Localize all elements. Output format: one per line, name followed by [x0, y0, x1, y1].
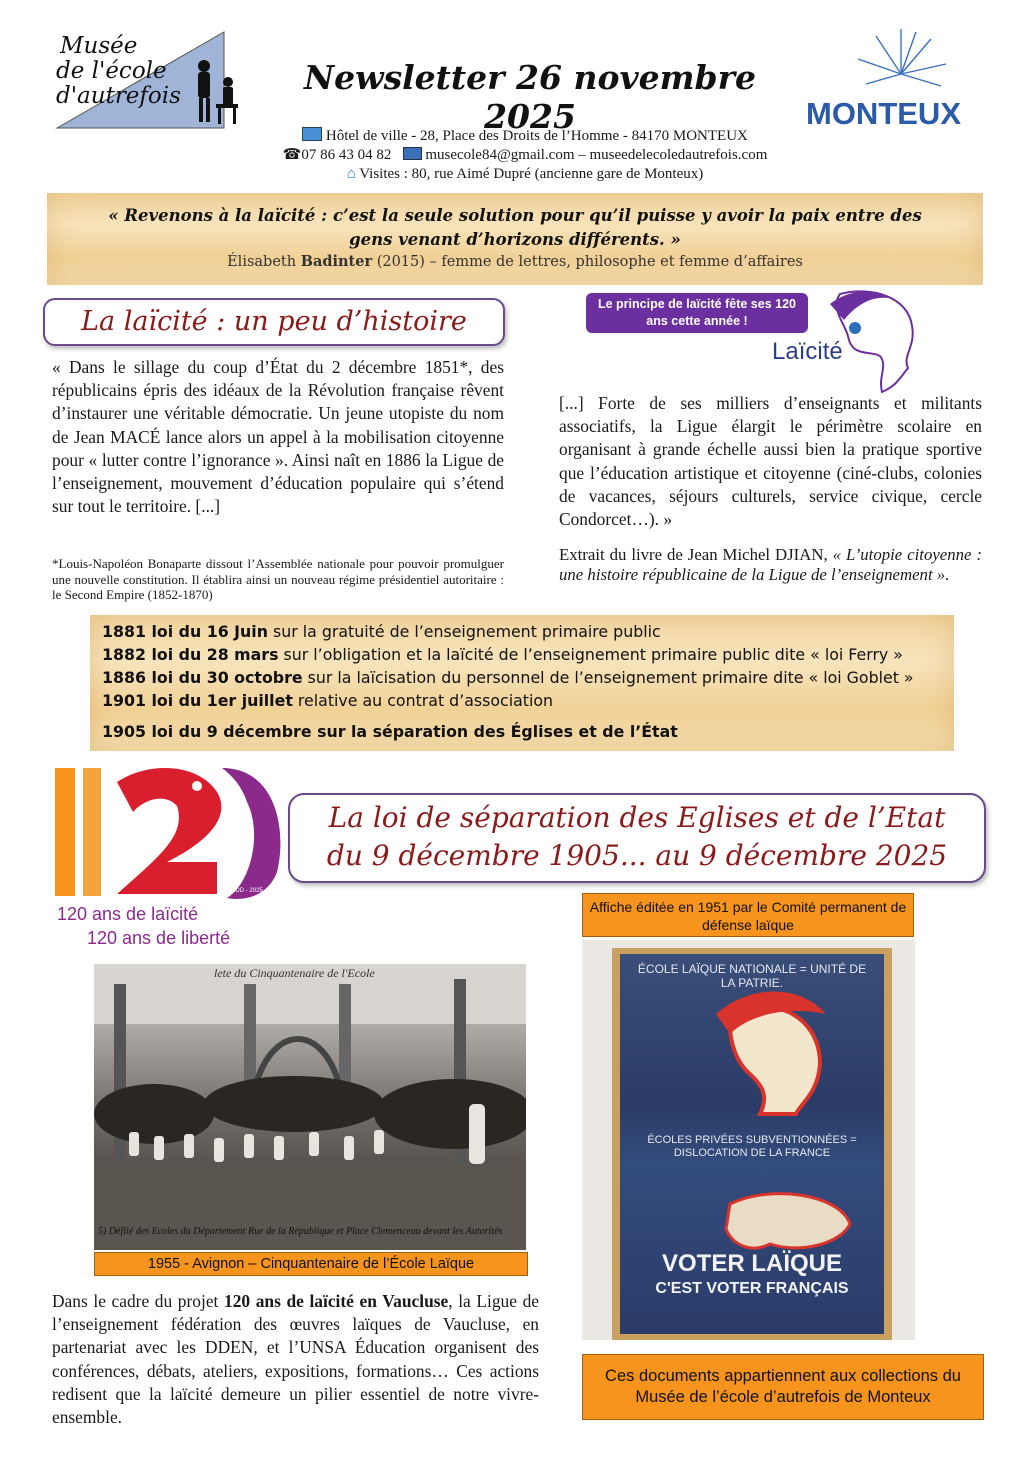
poster-photo	[582, 940, 915, 1340]
number-120-graphic	[47, 762, 287, 907]
law-item: 1881 loi du 16 Juin sur la gratuité de l’enseignement primaire public	[102, 622, 661, 641]
poster-bottom-text-2: C'EST VOTER FRANÇAIS	[655, 1280, 849, 1297]
house-icon: ⌂	[346, 166, 356, 182]
separation-heading-line2: du 9 décembre 1905... au 9 décembre 2025	[326, 839, 948, 872]
book-extract-title: « L’utopie citoyenne : une histoire républicaine de la Ligue de l’enseignement ».	[559, 545, 982, 584]
parade-scene	[94, 964, 526, 1250]
envelope-icon	[302, 127, 322, 141]
quote-author-desc: – femme de lettres, philosophe et femme d’affaires	[429, 254, 803, 270]
quote-year: (2015)	[376, 254, 425, 270]
museum-logo-line3: d'autrefois	[56, 83, 181, 109]
vaucluse-prefix: Dans le cadre du projet	[52, 1291, 224, 1311]
visits-line	[255, 165, 795, 184]
ligue-paragraph: [...] Forte de ses milliers d’enseignants et militants associatifs, la Ligue élargit le périmètre scolaire en organisant à grande échelle aussi bien la pratique sportive que l’éducation artistique et citoyenne (ciné-clubs, colonies de vacances, séjours culturels, service civique, cercle Condorcet…). »	[559, 393, 982, 530]
logo-slogan-2: 120 ans de liberté	[87, 928, 231, 948]
poster-bottom-text-1: VOTER LAÏQUE	[661, 1250, 842, 1277]
phone-number[interactable]: 07 86 43 04 82	[301, 147, 392, 163]
history-footnote: *Louis-Napoléon Bonaparte dissout l’Assemblée nationale pour pouvoir promulguer une nouvelle constitution. Il établira ainsi un nouveau régime présidentiel autoritaire : le Second Empire (1852-1870)	[52, 556, 504, 602]
history-heading: La laïcité : un peu d’histoire	[81, 306, 467, 337]
visits-text: Visites : 80, rue Aimé Dupré (ancienne gare de Monteux)	[359, 166, 704, 182]
museum-logo-line2: de l'école	[56, 58, 167, 84]
quote-author-first: Élisabeth	[227, 254, 297, 270]
poster-label: Affiche éditée en 1951 par le Comité permanent de défense laïque	[582, 893, 914, 937]
poster-sheet	[620, 954, 884, 1334]
laicite-logo	[770, 286, 925, 396]
photo-handwritten-caption: 5) Défilé des Ecoles du Département Rue de la République et Place Clemenceau devant les Autorités	[98, 1226, 503, 1237]
logo-slogan-1: 120 ans de laïcité	[57, 904, 199, 924]
law-item: 1905 loi du 9 décembre sur la séparation des Églises et de l’État	[102, 722, 678, 741]
poster-mid-text: ÉCOLES PRIVÉES SUBVENTIONNÉES = DISLOCATION DE LA FRANCE	[647, 1134, 857, 1159]
history-paragraph: « Dans le sillage du coup d’État du 2 décembre 1851*, des républicains épris des idéaux de la Révolution française rêvent d’instaurer une véritable démocratie. Un jeune utopiste du nom de Jean MACÉ lance alors un appel à la mobilisation citoyenne pour « lutter contre l’ignorance ». Ainsi naît en 1886 la Ligue de l’enseignement, mouvement d’éducation populaire qui s’étend sur tout le territoire. [...]	[52, 357, 504, 517]
photo-banner-text: lete du Cinquantenaire de l'Ecole	[214, 966, 375, 980]
monteux-logo	[806, 24, 991, 134]
vaucluse-rest: , la Ligue de l’enseignement fédération des œuvres laïques de Vaucluse, en partenariat avec les DDEN, et l’UNSA Éducation organisent des conférences, débats, ateliers, expositions, formations… Ces actions redisent que la laïcité demeure un pilier essentiel de notre vivre-ensemble.	[52, 1291, 539, 1428]
book-extract-prefix: Extrait du livre de Jean Michel DJIAN,	[559, 545, 828, 564]
monteux-wordmark: MONTEUX	[806, 96, 961, 131]
website-link[interactable]: – museedelecoledautrefois.com	[578, 147, 768, 163]
law-item: 1901 loi du 1er juillet relative au contrat d’association	[102, 691, 554, 710]
book-extract	[559, 545, 982, 584]
laicite-wordmark: Laïcité	[772, 338, 843, 365]
quote-author-last: Badinter	[300, 253, 373, 270]
email-link[interactable]: musecole84@gmail.com	[425, 147, 575, 163]
poster-top-text: ÉCOLE LAÏQUE NATIONALE = UNITÉ DE LA PATRIE.	[637, 962, 867, 990]
vaucluse-project: 120 ans de laïcité en Vaucluse	[224, 1291, 449, 1311]
laptop-icon	[403, 147, 422, 160]
separation-heading-line1: La loi de séparation des Eglises et de l’Etat	[328, 801, 946, 834]
history-heading-frame	[43, 298, 505, 346]
collection-note: Ces documents appartiennent aux collections du Musée de l’école d’autrefois de Monteux	[582, 1354, 984, 1420]
laws-box	[90, 615, 954, 751]
quote-text: « Revenons à la laïcité : c’est la seule solution pour qu’il puisse y avoir la paix entre des gens venant d’horizons différents. »	[108, 206, 922, 249]
contact-line	[255, 146, 795, 165]
address-text: Hôtel de ville - 28, Place des Droits de l’Homme - 84170 MONTEUX	[325, 128, 748, 144]
anniversary-badge: Le principe de laïcité fête ses 120 ans cette année !	[586, 293, 808, 333]
quote-author	[47, 253, 983, 270]
phone-icon: ☎	[282, 147, 302, 163]
law-item: 1886 loi du 30 octobre sur la laïcisation du personnel de l’enseignement primaire dite « loi Goblet »	[102, 668, 914, 687]
law-item: 1882 loi du 28 mars sur l’obligation et la laïcité de l’enseignement primaire public dite « loi Ferry »	[102, 645, 903, 664]
logo-small-copyright: © CDD - 2025	[225, 888, 263, 894]
vaucluse-paragraph	[52, 1290, 539, 1429]
anniversary-120-logo	[47, 762, 287, 952]
museum-logo	[52, 30, 242, 130]
museum-logo-line1: Musée	[60, 33, 138, 59]
address-line	[255, 127, 795, 146]
avignon-photo	[94, 964, 526, 1250]
avignon-photo-label: 1955 - Avignon – Cinquantenaire de l’École Laïque	[94, 1252, 528, 1276]
quote-box	[47, 193, 983, 285]
page-title: Newsletter 26 novembre 2025	[304, 58, 756, 136]
separation-heading-frame	[288, 793, 986, 883]
